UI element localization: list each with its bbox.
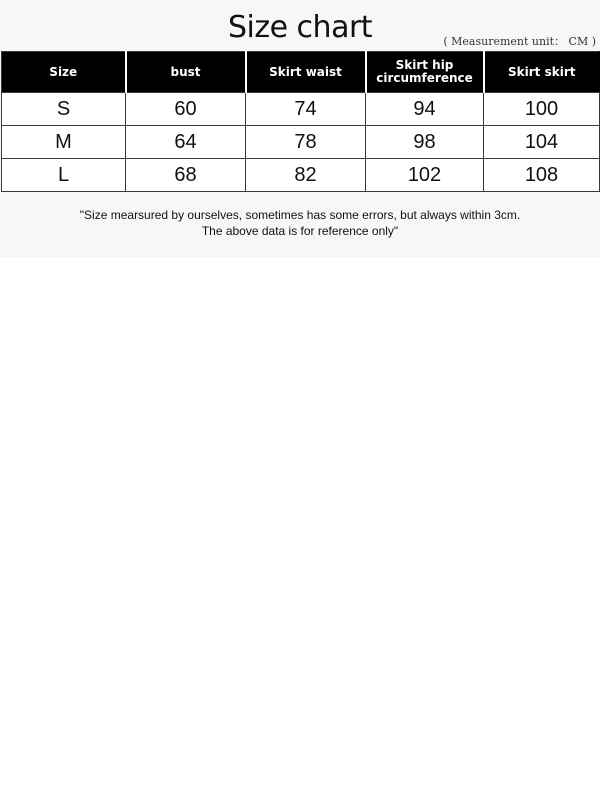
cell-skirt-waist: 78 [246, 126, 366, 159]
disclaimer-note [0, 207, 600, 239]
cell-skirt-length: 104 [484, 126, 600, 159]
header-skirt-waist: Skirt waist [246, 52, 366, 93]
disclaimer-line-1: "Size mearsured by ourselves, sometimes has some errors, but always within 3cm. [79, 208, 521, 222]
cell-size: M [2, 126, 126, 159]
page-title: Size chart [227, 10, 373, 45]
header-skirt-hip-circumference: Skirt hip circumference [366, 52, 484, 93]
cell-skirt-hip: 102 [366, 159, 484, 192]
cell-skirt-waist: 74 [246, 93, 366, 126]
cell-bust: 60 [126, 93, 246, 126]
header-skirt-length: Skirt skirt [484, 52, 600, 93]
size-chart-panel [0, 0, 600, 257]
cell-bust: 68 [126, 159, 246, 192]
header-bust: bust [126, 52, 246, 93]
cell-skirt-length: 100 [484, 93, 600, 126]
table-row [2, 159, 600, 192]
cell-size: L [2, 159, 126, 192]
cell-bust: 64 [126, 126, 246, 159]
measurement-unit-note: ( Measurement unit： CM ) [443, 35, 596, 48]
cell-skirt-hip: 98 [366, 126, 484, 159]
cell-skirt-waist: 82 [246, 159, 366, 192]
cell-size: S [2, 93, 126, 126]
table-header-row [2, 52, 600, 93]
table-row [2, 126, 600, 159]
header-size: Size [2, 52, 126, 93]
cell-skirt-length: 108 [484, 159, 600, 192]
disclaimer-line-2: The above data is for reference only" [201, 224, 399, 238]
size-table [1, 51, 600, 192]
table-row [2, 93, 600, 126]
cell-skirt-hip: 94 [366, 93, 484, 126]
